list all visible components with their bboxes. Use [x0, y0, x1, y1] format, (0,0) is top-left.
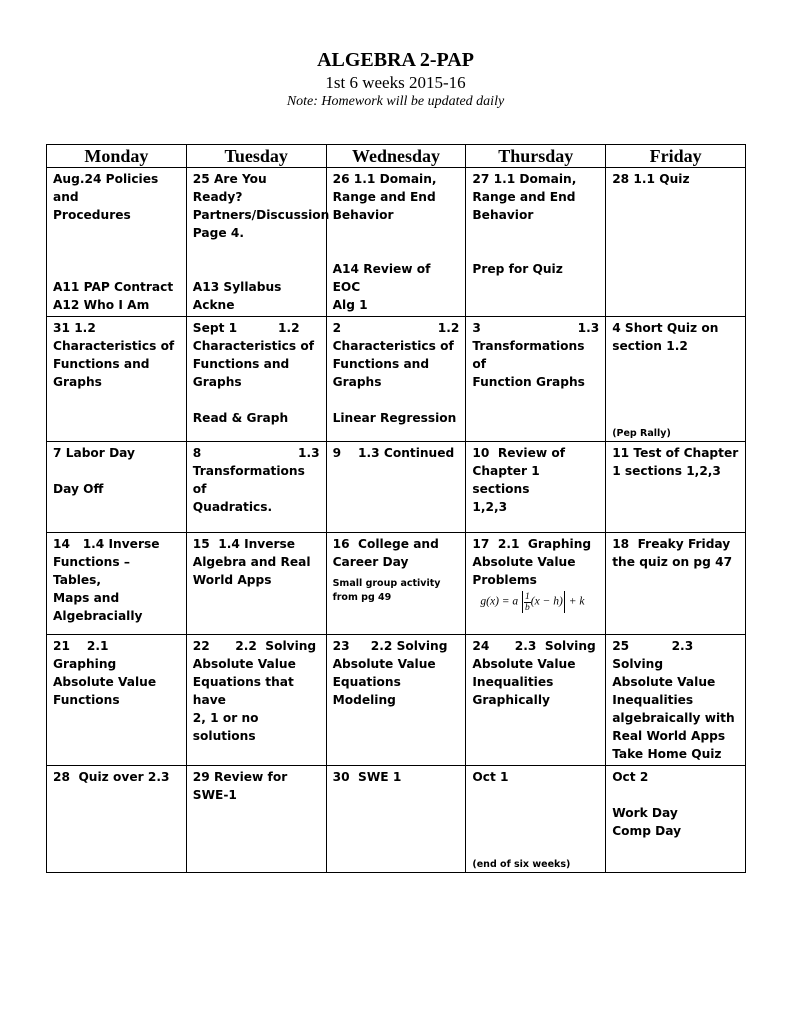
document-subtitle: 1st 6 weeks 2015-16	[325, 73, 466, 92]
week-row-2	[47, 317, 746, 442]
cell-aug-27	[466, 168, 606, 317]
formula-inner: (x − h)	[530, 595, 563, 608]
cell-text: 7 Labor Day	[53, 446, 135, 460]
cell-text: Oct 2	[612, 770, 649, 784]
cell-text: Graphs	[332, 375, 382, 389]
cell-text: Graphically	[472, 693, 550, 707]
cell-text: 22 2.2 Solving	[192, 639, 317, 653]
cell-text: Functions – Tables,	[53, 555, 135, 587]
cell-text: SWE-1	[192, 788, 237, 802]
cell-sept-16	[326, 533, 466, 635]
pep-rally-note: (Pep Rally)	[612, 428, 671, 439]
week-row-5	[47, 635, 746, 766]
cell-text: 25 2.3 Solving	[612, 639, 698, 671]
cell-oct-1	[466, 766, 606, 873]
cell-text: World Apps	[192, 573, 272, 587]
cell-text: Take Home Quiz	[612, 747, 722, 761]
week-row-6	[47, 766, 746, 873]
cell-sept-24	[466, 635, 606, 766]
cell-text: 2, 1 or no solutions	[192, 711, 263, 743]
cell-text: Inequalities	[612, 693, 694, 707]
cell-text: 9 1.3 Continued	[332, 446, 455, 460]
cell-sept-7	[47, 442, 187, 533]
cell-text: section 1.2	[612, 339, 688, 353]
cell-text: Graphs	[192, 375, 242, 389]
cell-sept-23	[326, 635, 466, 766]
cell-text: 27 1.1 Domain,	[472, 172, 577, 186]
cell-text: Equations that have	[192, 675, 299, 707]
cell-text: Characteristics of	[53, 339, 175, 353]
cell-text: Absolute Value	[53, 675, 157, 689]
cell-text: Characteristics of	[192, 339, 315, 353]
cell-text: Linear Regression	[332, 411, 457, 425]
cell-date-line	[193, 319, 320, 337]
cell-sept-9	[326, 442, 466, 533]
cell-text: Transformations of	[472, 339, 589, 371]
cell-sept-1	[186, 317, 326, 442]
cell-text: Page 4.	[192, 226, 244, 240]
cell-text: the quiz on pg 47	[612, 555, 733, 569]
cell-text: Day Off	[53, 482, 104, 496]
cell-aug-26	[326, 168, 466, 317]
cell-text: Chapter 1 sections	[472, 464, 545, 496]
cell-section: 1.3	[298, 446, 320, 460]
cell-sept-22	[186, 635, 326, 766]
cell-text: 26 1.1 Domain,	[332, 172, 437, 186]
cell-sept-4	[606, 317, 746, 442]
cell-text: Behavior	[472, 208, 534, 222]
cell-date-line	[333, 319, 460, 337]
cell-text: Quadratics.	[192, 500, 273, 514]
cell-text: Function Graphs	[472, 375, 585, 389]
document-header	[0, 48, 791, 111]
day-header-monday: Monday	[47, 145, 187, 168]
cell-text: Maps and	[53, 591, 120, 605]
cell-text: 4 Short Quiz on	[612, 321, 719, 335]
cell-text: Graphs	[53, 375, 102, 389]
cell-text: Career Day	[332, 555, 409, 569]
cell-small-text: from pg 49	[332, 592, 392, 603]
cell-text: Prep for Quiz	[472, 262, 563, 276]
cell-text: 21 2.1 Graphing	[53, 639, 118, 671]
cell-sept-29	[186, 766, 326, 873]
cell-date: Sept 1	[192, 321, 238, 335]
cell-text: Real World Apps	[612, 729, 726, 743]
cell-sept-28	[47, 766, 187, 873]
formula-rhs: + k	[568, 595, 585, 608]
cell-text: 25 Are You Ready?	[192, 172, 271, 204]
cell-text: 29 Review for	[192, 770, 288, 784]
cell-date: 8	[192, 446, 202, 460]
cell-text: Absolute Value	[472, 657, 576, 671]
day-header-tuesday: Tuesday	[186, 145, 326, 168]
week-row-1	[47, 168, 746, 317]
cell-sept-21	[47, 635, 187, 766]
formula-lhs: g(x) = a	[480, 595, 519, 608]
cell-text: Range and End	[332, 190, 436, 204]
cell-text: Absolute Value	[192, 657, 296, 671]
cell-text: Characteristics of	[332, 339, 454, 353]
cell-section: 1.3	[577, 321, 600, 335]
cell-date-line	[193, 444, 320, 462]
cell-sept-11	[606, 442, 746, 533]
cell-text: A12 Who I Am	[53, 298, 150, 312]
cell-aug-31	[47, 317, 187, 442]
formula-denominator: b	[525, 602, 530, 613]
cell-text: 1,2,3	[472, 500, 508, 514]
cell-section: 1.2	[278, 321, 300, 335]
absolute-value-formula	[480, 591, 599, 613]
cell-text: Work Day	[612, 806, 678, 820]
cell-text: Alg 1	[332, 298, 368, 312]
cell-text: A11 PAP Contract	[53, 280, 174, 294]
cell-oct-2	[606, 766, 746, 873]
cell-text: 15 1.4 Inverse	[192, 537, 296, 551]
week-row-3	[47, 442, 746, 533]
abs-bar-left	[522, 591, 523, 613]
cell-text: Algebra and Real	[192, 555, 311, 569]
cell-text: 28 1.1 Quiz	[612, 172, 690, 186]
cell-text: Behavior	[332, 208, 394, 222]
cell-sept-3	[466, 317, 606, 442]
cell-text: Read & Graph	[192, 411, 289, 425]
homework-note: Note: Homework will be updated daily	[286, 94, 505, 109]
cell-text: 16 College and	[332, 537, 439, 551]
cell-text: Comp Day	[612, 824, 682, 838]
cell-date: 2	[332, 321, 342, 335]
cell-text: Functions	[53, 693, 120, 707]
day-header-wednesday: Wednesday	[326, 145, 466, 168]
cell-date: 3	[472, 321, 481, 335]
cell-text: Absolute Value	[612, 675, 716, 689]
formula-fraction	[524, 592, 531, 613]
cell-text: Procedures	[53, 208, 131, 222]
cell-sept-2	[326, 317, 466, 442]
document-title: ALGEBRA 2-PAP	[317, 49, 474, 71]
cell-text: Absolute Value	[472, 555, 576, 569]
cell-text: 1 sections 1,2,3	[612, 464, 721, 478]
formula-numerator: 1	[525, 591, 530, 602]
end-of-six-weeks-note: (end of six weeks)	[472, 859, 571, 870]
cell-text: 24 2.3 Solving	[472, 639, 596, 653]
cell-text: Range and End	[472, 190, 576, 204]
cell-text: Functions and	[192, 357, 290, 371]
cell-sept-14	[47, 533, 187, 635]
cell-date-line	[472, 319, 599, 337]
cell-sept-30	[326, 766, 466, 873]
cell-text: Inequalities	[472, 675, 554, 689]
cell-text: algebraically with	[612, 711, 735, 725]
cell-aug-25	[186, 168, 330, 317]
cell-sept-10	[466, 442, 606, 533]
cell-sept-18	[606, 533, 746, 635]
day-header-row	[47, 145, 746, 168]
cell-text: 28 Quiz over 2.3	[53, 770, 170, 784]
cell-sept-15	[186, 533, 326, 635]
cell-text: Algebracially	[53, 609, 143, 623]
cell-text: 17 2.1 Graphing	[472, 537, 592, 551]
calendar-table	[46, 144, 746, 873]
cell-text: Oct 1	[472, 770, 509, 784]
cell-text: Functions and	[332, 357, 430, 371]
cell-text: Functions and	[53, 357, 150, 371]
cell-text: Transformations of	[192, 464, 310, 496]
cell-text: 30 SWE 1	[332, 770, 402, 784]
day-header-thursday: Thursday	[466, 145, 606, 168]
cell-text: A14 Review of EOC	[332, 262, 435, 294]
cell-sept-8	[186, 442, 326, 533]
cell-sept-25	[606, 635, 746, 766]
cell-text: Partners/Discussion	[192, 208, 330, 222]
cell-text: Equations Modeling	[332, 675, 406, 707]
cell-text: 23 2.2 Solving	[332, 639, 448, 653]
cell-text: Aug.24 Policies and	[53, 172, 163, 204]
cell-aug-24	[47, 168, 187, 317]
cell-text: 10 Review of	[472, 446, 566, 460]
cell-aug-28	[606, 168, 746, 317]
day-header-friday: Friday	[606, 145, 746, 168]
cell-small-text: Small group activity	[332, 578, 441, 589]
cell-text: 18 Freaky Friday	[612, 537, 731, 551]
cell-sept-17	[466, 533, 606, 635]
cell-text: 31 1.2	[53, 321, 96, 335]
cell-text: Absolute Value	[332, 657, 436, 671]
cell-text: A13 Syllabus Ackne	[192, 280, 286, 312]
cell-text: Problems	[472, 573, 537, 587]
cell-text: 11 Test of Chapter	[612, 446, 739, 460]
cell-text: 14 1.4 Inverse	[53, 537, 160, 551]
week-row-4	[47, 533, 746, 635]
cell-section: 1.2	[437, 321, 460, 335]
abs-bar-right	[564, 591, 565, 613]
